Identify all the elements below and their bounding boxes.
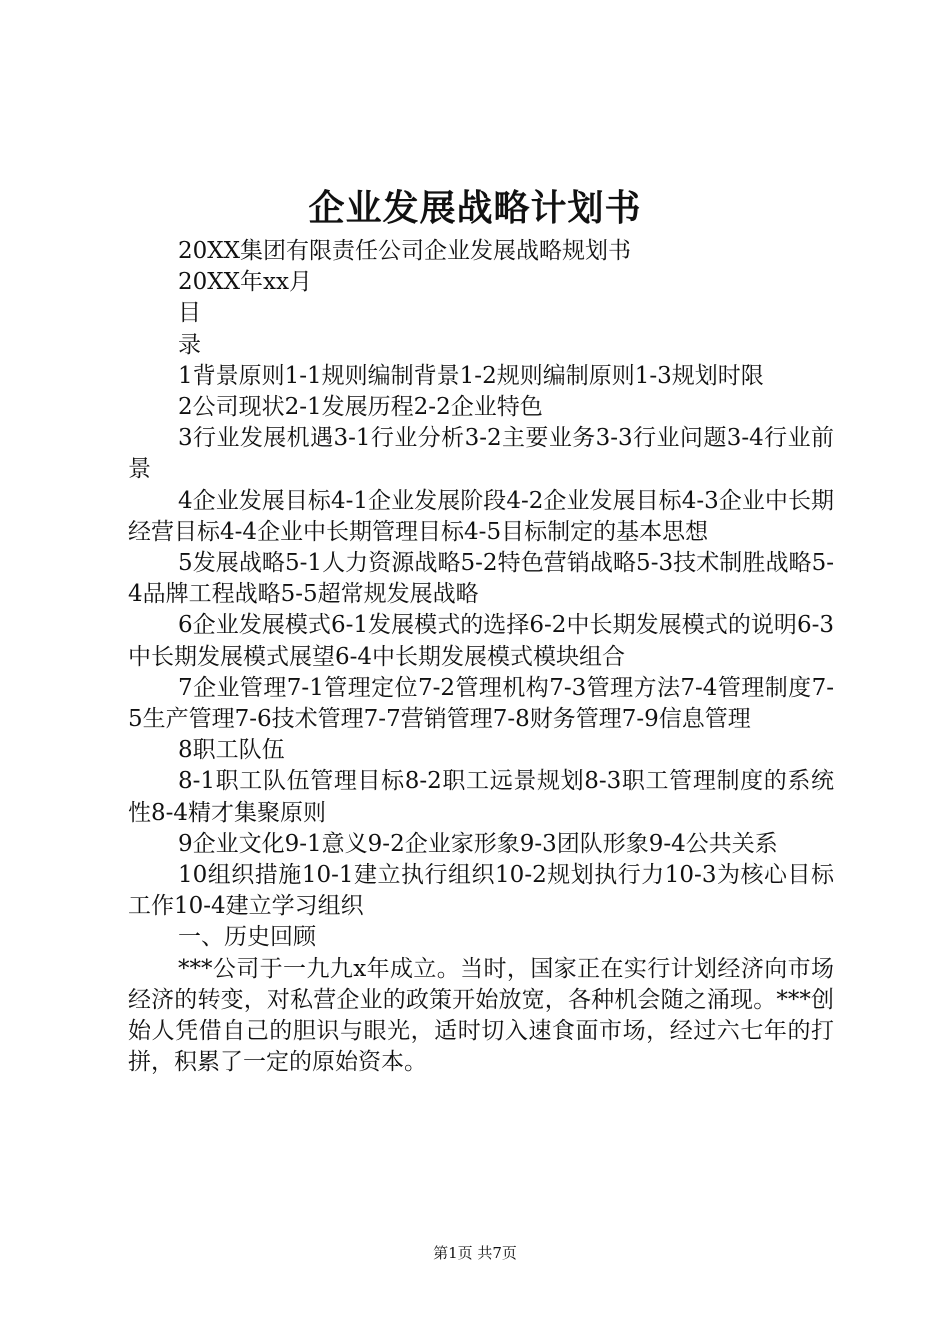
paragraph: ***公司于一九九x年成立。当时，国家正在实行计划经济向市场经济的转变，对私营企业的政策开始放宽，各种机会随之涌现。***创始人凭借自己的胆识与眼光，适时切入速食面市场，经过六七年的打拼，积累了一定的原始资本。 [128, 955, 834, 1076]
document-title: 企业发展战略计划书 [308, 187, 642, 229]
toc-item: 7企业管理7-1管理定位7-2管理机构7-3管理方法7-4管理制度7-5生产管理7-6技术管理7-7营销管理7-8财务管理7-9信息管理 [128, 674, 834, 733]
toc-item: 6企业发展模式6-1发展模式的选择6-2中长期发展模式的说明6-3中长期发展模式展望6-4中长期发展模式模块组合 [128, 612, 834, 670]
toc-item: 2公司现状2-1发展历程2-2企业特色 [178, 394, 543, 421]
document-body [128, 236, 834, 1078]
toc-item: 4企业发展目标4-1企业发展阶段4-2企业发展目标4-3企业中长期经营目标4-4企业中长期管理目标4-5目标制定的基本思想 [128, 487, 834, 545]
toc-item: 1背景原则1-1规则编制背景1-2规则编制原则1-3规划时限 [178, 362, 764, 389]
paragraph: 录 [178, 331, 201, 358]
paragraph: 目 [178, 300, 201, 327]
toc-item: 10组织措施10-1建立执行组织10-2规划执行力10-3为核心目标工作10-4建立学习组织 [128, 862, 834, 920]
toc-item: 8职工队伍 [178, 737, 285, 764]
section-heading: 一、历史回顾 [178, 924, 316, 951]
toc-item: 5发展战略5-1人力资源战略5-2特色营销战略5-3技术制胜战略5-4品牌工程战略5-5超常规发展战略 [128, 550, 834, 608]
toc-item: 9企业文化9-1意义9-2企业家形象9-3团队形象9-4公共关系 [178, 830, 778, 857]
paragraph: 20XX年xx月 [178, 269, 312, 296]
page-footer: 第1页 共7页 [433, 1244, 517, 1262]
toc-item: 8-1职工队伍管理目标8-2职工远景规划8-3职工管理制度的系统性8-4精才集聚原则 [128, 768, 834, 826]
paragraph: 20XX集团有限责任公司企业发展战略规划书 [178, 238, 632, 264]
toc-item: 3行业发展机遇3-1行业分析3-2主要业务3-3行业问题3-4行业前景 [128, 425, 834, 483]
